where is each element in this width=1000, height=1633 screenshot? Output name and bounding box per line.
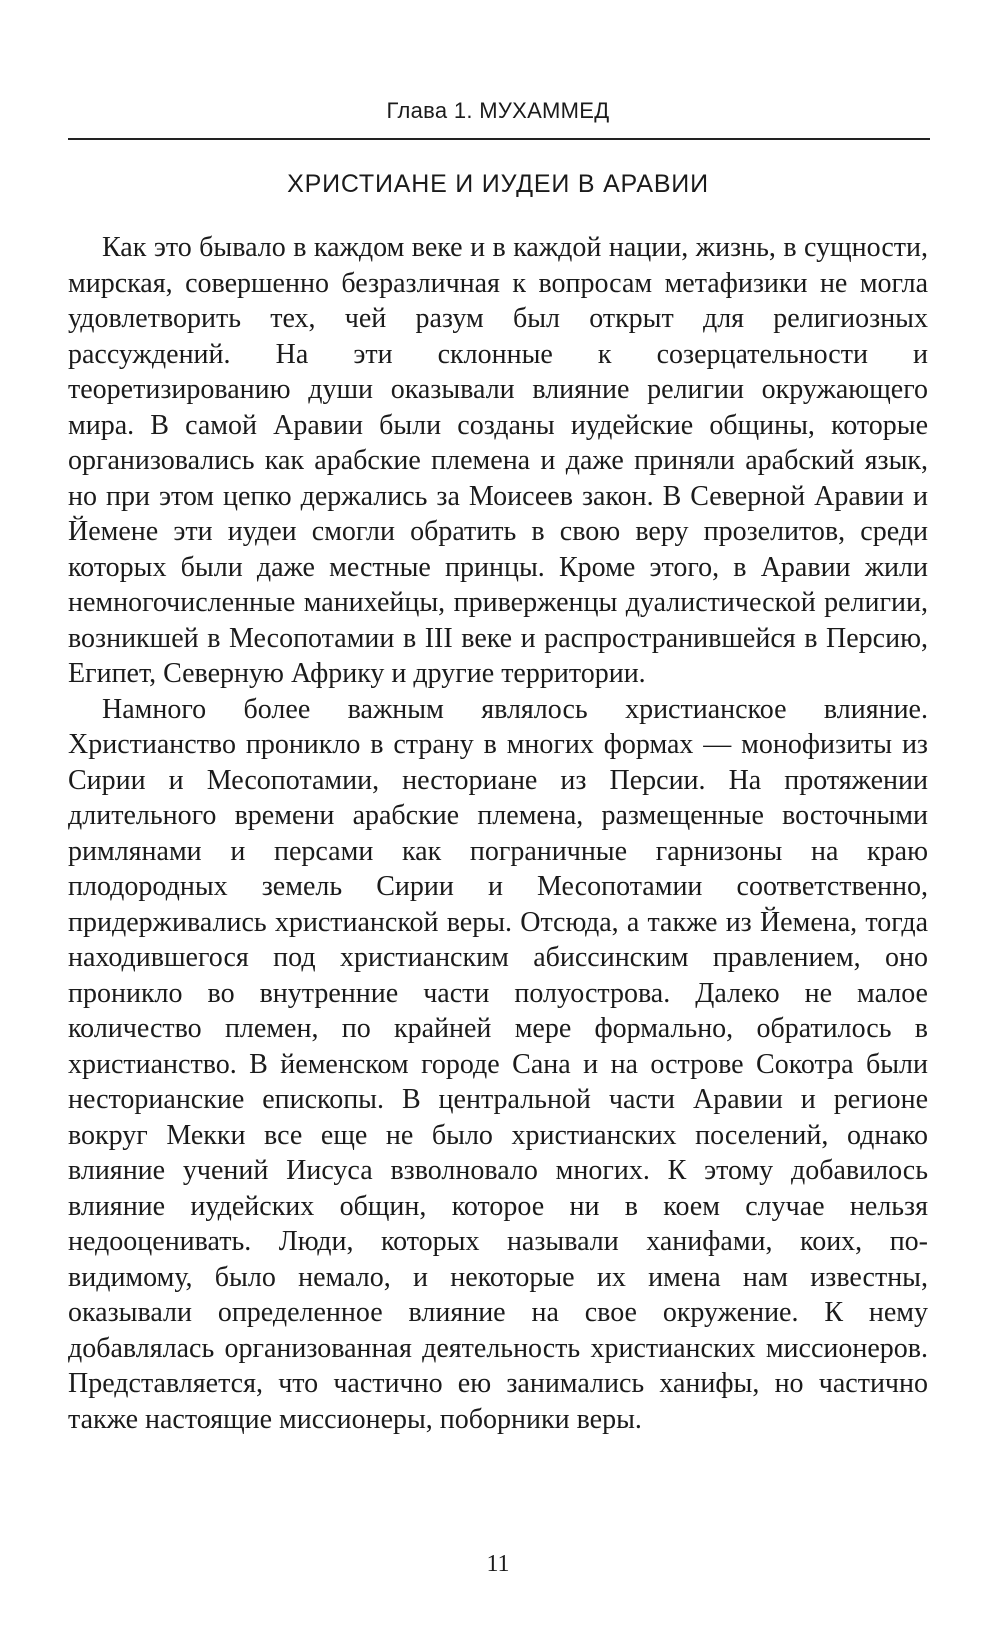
section-title: ХРИСТИАНЕ И ИУДЕИ В АРАВИИ: [287, 170, 709, 198]
page-number: 11: [486, 1551, 510, 1577]
paragraph: Как это бывало в каждом веке и в каждой нации, жизнь, в сущности, мирская, совершенно безразличная к вопросам метафизики не могла удовлетворить тех, чей разум был открыт для религиозных рассуждений. На эти склонные к созерцательности и теоретизированию души оказывали влияние религии окружающего мира. В самой Аравии были созданы иудейские общины, которые организовались как арабские племена и даже приняли арабский язык, но при этом цепко держались за Моисеев закон. В Северной Аравии и Йемене эти иудеи смогли обратить в свою веру прозелитов, среди которых были даже местные принцы. Кроме этого, в Аравии жили немногочисленные манихейцы, приверженцы дуалистической религии, возникшей в Месопотамии в III веке и распространившейся в Персию, Египет, Северную Африку и другие территории.: [68, 232, 928, 689]
paragraph: Намного более важным являлось христианское влияние. Христианство проникло в страну в многих формах — монофизиты из Сирии и Месопотамии, несториане из Персии. На протяжении длительного времени арабские племена, размещенные восточными римлянами и персами как пограничные гарнизоны на краю плодородных земель Сирии и Месопотамии соответственно, придерживались христианской веры. Отсюда, а также из Йемена, тогда находившегося под христианским абиссинским правлением, оно проникло во внутренние части полуострова. Далеко не малое количество племен, по крайней мере формально, обратилось в христианство. В йеменском городе Сана и на острове Сокотра были несторианские епископы. В центральной части Аравии и регионе вокруг Мекки все еще не было христианских поселений, однако влияние учений Иисуса взволновало многих. К этому добавилось влияние иудейских общин, которое ни в коем случае нельзя недооценивать. Люди, которых называли ханифами, коих, по-видимому, было немало, и некоторые их имена нам известны, оказывали определенное влияние на свое окружение. К нему добавлялась организованная деятельность христианских миссионеров. Представляется, что частично ею занимались ханифы, но частично также настоящие миссионеры, поборники веры.: [68, 693, 928, 1435]
body-text: [68, 230, 928, 1437]
header-divider: [68, 138, 930, 140]
running-head: Глава 1. МУХАММЕД: [386, 98, 610, 123]
